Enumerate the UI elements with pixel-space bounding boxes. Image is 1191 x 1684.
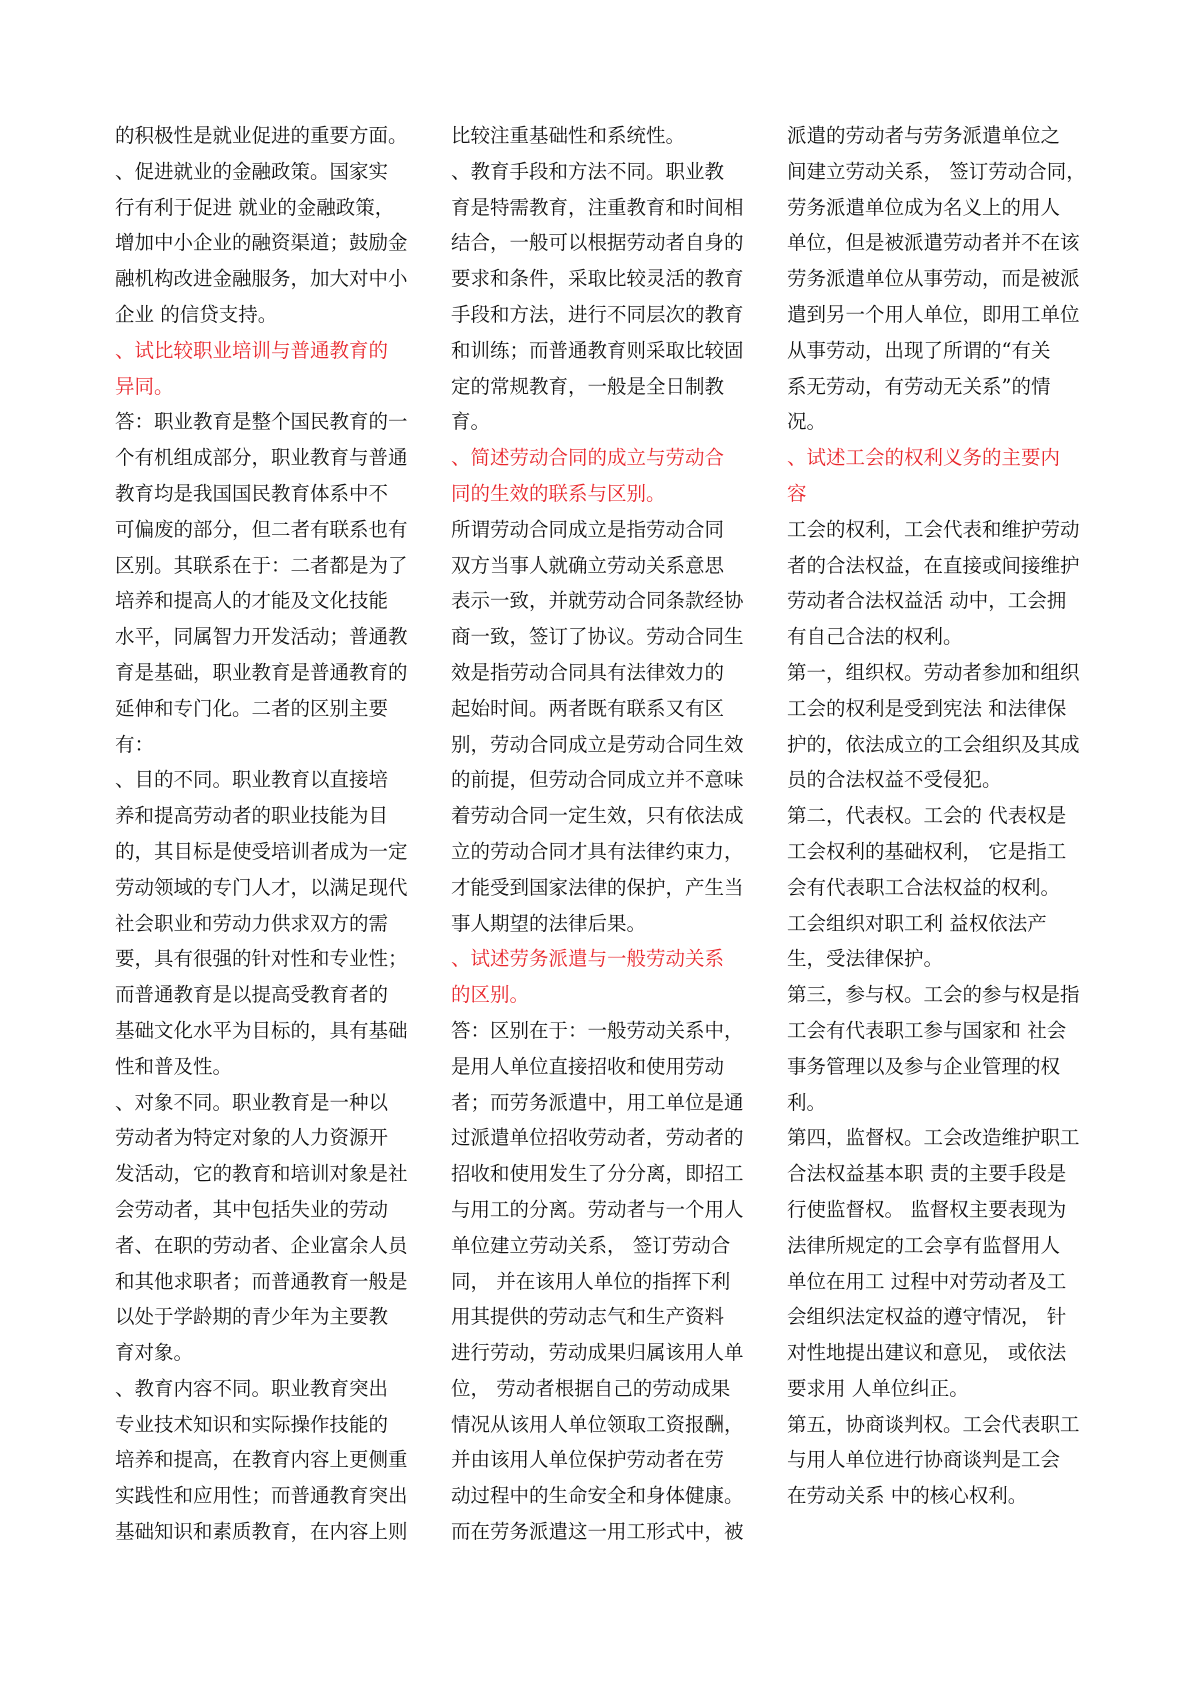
text-line: 同， 并在该用人单位的指挥下利 — [451, 1269, 731, 1293]
text-line: 劳务派遣单位从事劳动，而是被派 — [787, 267, 1080, 291]
text-line: 、教育内容不同。职业教育突出 — [115, 1376, 389, 1400]
text-line: 会劳动者，其中包括失业的劳动 — [115, 1197, 389, 1221]
text-line: 比较注重基础性和系统性。 — [451, 124, 686, 147]
text-line: 用其提供的劳动志气和生产资料 — [451, 1305, 725, 1329]
text-line: 位， 劳动者根据自己的劳动成果 — [451, 1376, 731, 1400]
text-line: 者的合法权益，在直接或间接维护 — [787, 553, 1080, 577]
text-line: 工会有代表职工参与国家和 社会 — [787, 1018, 1067, 1042]
text-line: 着劳动合同一定生效，只有依法成 — [451, 804, 744, 828]
text-line: 所谓劳动合同成立是指劳动合同 — [451, 517, 725, 541]
text-line: 过派遣单位招收劳动者，劳动者的 — [451, 1126, 744, 1150]
text-line: 合法权益基本职 责的主要手段是 — [787, 1162, 1067, 1186]
text-line: 会组织法定权益的遵守情况， 针 — [787, 1305, 1067, 1329]
text-line: 育。 — [451, 410, 491, 434]
text-line: 要求用 人单位纠正。 — [787, 1376, 969, 1400]
text-line: 是用人单位直接招收和使用劳动 — [451, 1054, 725, 1078]
text-line: 者、在职的劳动者、企业富余人员 — [115, 1233, 408, 1257]
text-line: 法律所规定的工会享有监督用人 — [787, 1233, 1061, 1257]
text-line: 、教育手段和方法不同。职业教 — [451, 159, 725, 183]
text-line: 有： — [115, 732, 155, 756]
text-line: 基础文化水平为目标的，具有基础 — [115, 1018, 408, 1042]
text-line: 有自己合法的权利。 — [787, 625, 963, 649]
section-heading-line: 同的生效的联系与区别。 — [451, 481, 666, 505]
text-line: 专业技术知识和实际操作技能的 — [115, 1412, 389, 1436]
section-heading-line: 的区别。 — [451, 983, 530, 1007]
text-line: 行使监督权。 监督权主要表现为 — [787, 1197, 1067, 1221]
text-line: 的积极性是就业促进的重要方面。 — [115, 124, 408, 147]
text-line: 况。 — [787, 410, 827, 434]
text-line: 遣到另一个用人单位，即用工单位 — [787, 302, 1080, 326]
text-line: 与用工的分离。劳动者与一个用人 — [451, 1197, 744, 1221]
text-line: 以处于学龄期的青少年为主要教 — [115, 1305, 389, 1329]
text-line: 单位建立劳动关系， 签订劳动合 — [451, 1233, 731, 1257]
text-line: 基础知识和素质教育，在内容上则 — [115, 1520, 408, 1544]
section-heading-line: 、试述劳务派遣与一般劳动关系 — [451, 947, 725, 971]
text-line: 利。 — [787, 1090, 827, 1114]
text-line: 劳动者为特定对象的人力资源开 — [115, 1126, 389, 1150]
text-line: 劳动者合法权益活 动中，工会拥 — [787, 589, 1067, 613]
text-line: 情况从该用人单位领取工资报酬， — [451, 1412, 744, 1436]
text-line: 和其他求职者；而普通教育一般是 — [115, 1269, 408, 1293]
text-line: 水平，同属智力开发活动；普通教 — [115, 625, 408, 649]
text-line: 工会权利的基础权利， 它是指工 — [787, 839, 1067, 863]
text-column-2 — [451, 118, 743, 1550]
text-line: 并由该用人单位保护劳动者在劳 — [451, 1448, 725, 1472]
text-line: 结合，一般可以根据劳动者自身的 — [451, 231, 744, 255]
text-line: 可偏废的部分，但二者有联系也有 — [115, 517, 408, 541]
text-line: 进行劳动，劳动成果归属该用人单 — [451, 1341, 744, 1365]
text-line: 育是基础，职业教育是普通教育的 — [115, 660, 408, 684]
text-line: 、促进就业的金融政策。国家实 — [115, 159, 389, 183]
text-line: 企业 的信贷支持。 — [115, 302, 278, 326]
section-heading-line: 异同。 — [115, 374, 174, 398]
text-line: 工会组织对职工利 益权依法产 — [787, 911, 1047, 935]
text-line: 生，受法律保护。 — [787, 947, 944, 971]
text-line: 答：职业教育是整个国民教育的一 — [115, 410, 408, 434]
text-line: 立的劳动合同才具有法律约束力， — [451, 839, 744, 863]
text-line: 个有机组成部分，职业教育与普通 — [115, 446, 408, 470]
text-line: 融机构改进金融服务，加大对中小 — [115, 267, 408, 291]
text-line: 的，其目标是使受培训者成为一定 — [115, 839, 408, 863]
text-line: 才能受到国家法律的保护，产生当 — [451, 875, 744, 899]
text-line: 性和普及性。 — [115, 1054, 233, 1078]
text-line: 而普通教育是以提高受教育者的 — [115, 983, 389, 1007]
text-line: 实践性和应用性；而普通教育突出 — [115, 1484, 408, 1508]
text-line: 要求和条件，采取比较灵活的教育 — [451, 267, 744, 291]
text-line: 、对象不同。职业教育是一种以 — [115, 1090, 389, 1114]
text-line: 招收和使用发生了分分离，即招工 — [451, 1162, 744, 1186]
text-line: 行有利于促进 就业的金融政策， — [115, 195, 395, 219]
text-line: 表示一致，并就劳动合同条款经协 — [451, 589, 744, 613]
text-line: 从事劳动，出现了所谓的“有关 — [787, 338, 1051, 362]
text-line: 效是指劳动合同具有法律效力的 — [451, 660, 725, 684]
text-line: 培养和提高人的才能及文化技能 — [115, 589, 389, 613]
text-line: 事人期望的法律后果。 — [451, 911, 647, 935]
text-line: 单位，但是被派遣劳动者并不在该 — [787, 231, 1080, 255]
section-heading-line: 、试比较职业培训与普通教育的 — [115, 338, 389, 362]
section-heading-line: 容 — [787, 481, 807, 505]
text-line: 劳动领域的专门人才，以满足现代 — [115, 875, 408, 899]
text-line: 在劳动关系 中的核心权利。 — [787, 1484, 1028, 1508]
text-line: 系无劳动，有劳动无关系”的情 — [787, 374, 1051, 398]
text-line: 员的合法权益不受侵犯。 — [787, 768, 1002, 792]
text-line: 要，具有很强的针对性和专业性； — [115, 947, 408, 971]
text-line: 工会的权利是受到宪法 和法律保 — [787, 696, 1067, 720]
text-line: 工会的权利，工会代表和维护劳动 — [787, 517, 1080, 541]
text-line: 单位在用工 过程中对劳动者及工 — [787, 1269, 1067, 1293]
text-line: 、目的不同。职业教育以直接培 — [115, 768, 389, 792]
text-line: 发活动，它的教育和培训对象是社 — [115, 1162, 408, 1186]
text-column-1 — [115, 118, 407, 1550]
section-heading-line: 、试述工会的权利义务的主要内 — [787, 446, 1061, 470]
text-line: 第三，参与权。工会的参与权是指 — [787, 983, 1080, 1007]
text-line: 派遣的劳动者与劳务派遣单位之 — [787, 124, 1061, 147]
text-line: 育是特需教育，注重教育和时间相 — [451, 195, 744, 219]
text-line: 的前提，但劳动合同成立并不意味 — [451, 768, 744, 792]
text-line: 和训练；而普通教育则采取比较固 — [451, 338, 744, 362]
text-line: 答：区别在于：一般劳动关系中， — [451, 1018, 744, 1042]
text-line: 护的，依法成立的工会组织及其成 — [787, 732, 1080, 756]
text-line: 商一致，签订了协议。劳动合同生 — [451, 625, 744, 649]
text-line: 第五，协商谈判权。工会代表职工 — [787, 1412, 1080, 1436]
text-line: 养和提高劳动者的职业技能为目 — [115, 804, 389, 828]
text-line: 劳务派遣单位成为名义上的用人 — [787, 195, 1061, 219]
text-line: 社会职业和劳动力供求双方的需 — [115, 911, 389, 935]
text-line: 培养和提高，在教育内容上更侧重 — [115, 1448, 408, 1472]
text-line: 手段和方法，进行不同层次的教育 — [451, 302, 744, 326]
text-line: 而在劳务派遣这一用工形式中，被 — [451, 1520, 744, 1544]
text-line: 第四，监督权。工会改造维护职工 — [787, 1126, 1080, 1150]
text-line: 区别。其联系在于：二者都是为了 — [115, 553, 408, 577]
text-line: 育对象。 — [115, 1341, 194, 1365]
text-line: 延伸和专门化。二者的区别主要 — [115, 696, 389, 720]
text-column-3 — [787, 118, 1086, 1514]
text-line: 别，劳动合同成立是劳动合同生效 — [451, 732, 744, 756]
section-heading-line: 、简述劳动合同的成立与劳动合 — [451, 446, 725, 470]
text-line: 定的常规教育，一般是全日制教 — [451, 374, 725, 398]
text-line: 动过程中的生命安全和身体健康。 — [451, 1484, 744, 1508]
text-line: 第二，代表权。工会的 代表权是 — [787, 804, 1067, 828]
text-line: 间建立劳动关系， 签订劳动合同， — [787, 159, 1086, 183]
text-line: 者；而劳务派遣中，用工单位是通 — [451, 1090, 744, 1114]
text-line: 增加中小企业的融资渠道；鼓励金 — [115, 231, 408, 255]
text-line: 教育均是我国国民教育体系中不 — [115, 481, 389, 505]
text-line: 双方当事人就确立劳动关系意思 — [451, 553, 725, 577]
text-line: 第一，组织权。劳动者参加和组织 — [787, 660, 1080, 684]
text-line: 与用人单位进行协商谈判是工会 — [787, 1448, 1061, 1472]
text-line: 事务管理以及参与企业管理的权 — [787, 1054, 1061, 1078]
text-line: 会有代表职工合法权益的权利。 — [787, 875, 1061, 899]
text-line: 对性地提出建议和意见， 或依法 — [787, 1341, 1067, 1365]
text-line: 起始时间。两者既有联系又有区 — [451, 696, 725, 720]
